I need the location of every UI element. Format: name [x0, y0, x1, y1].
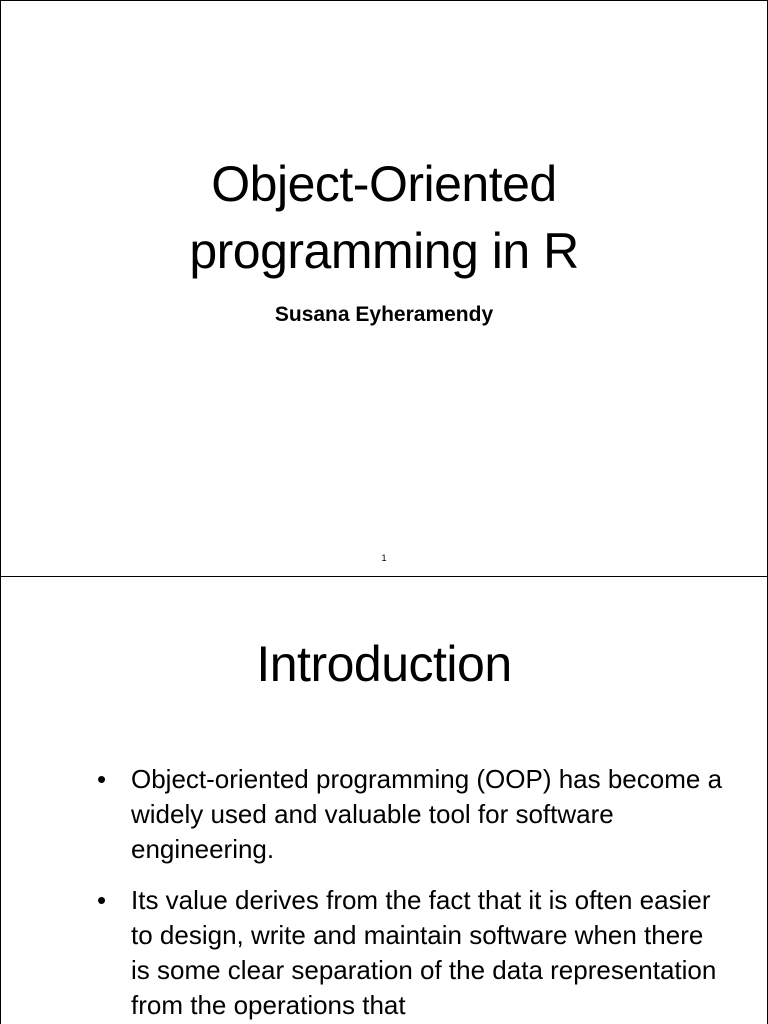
title-line-2: programming in R	[189, 223, 579, 279]
bullet-text: Its value derives from the fact that it is often easier to design, write and maintain software when there is some clear separation of the data representation from the operations that	[131, 885, 717, 1020]
bullet-dot-icon: •	[97, 764, 107, 794]
bullet-item	[97, 883, 727, 1023]
page-number: 1	[381, 553, 387, 563]
slide-title	[1, 151, 767, 285]
bullet-list	[97, 762, 727, 1024]
introduction-slide	[0, 576, 768, 1024]
title-line-1: Object-Oriented	[211, 156, 557, 212]
bullet-text: Object-oriented programming (OOP) has become a widely used and valuable tool for software engineering.	[131, 764, 723, 864]
author-name: Susana Eyheramendy	[274, 303, 494, 326]
bullet-dot-icon: •	[97, 885, 107, 915]
section-title: Introduction	[256, 636, 512, 692]
bullet-item	[97, 762, 727, 867]
